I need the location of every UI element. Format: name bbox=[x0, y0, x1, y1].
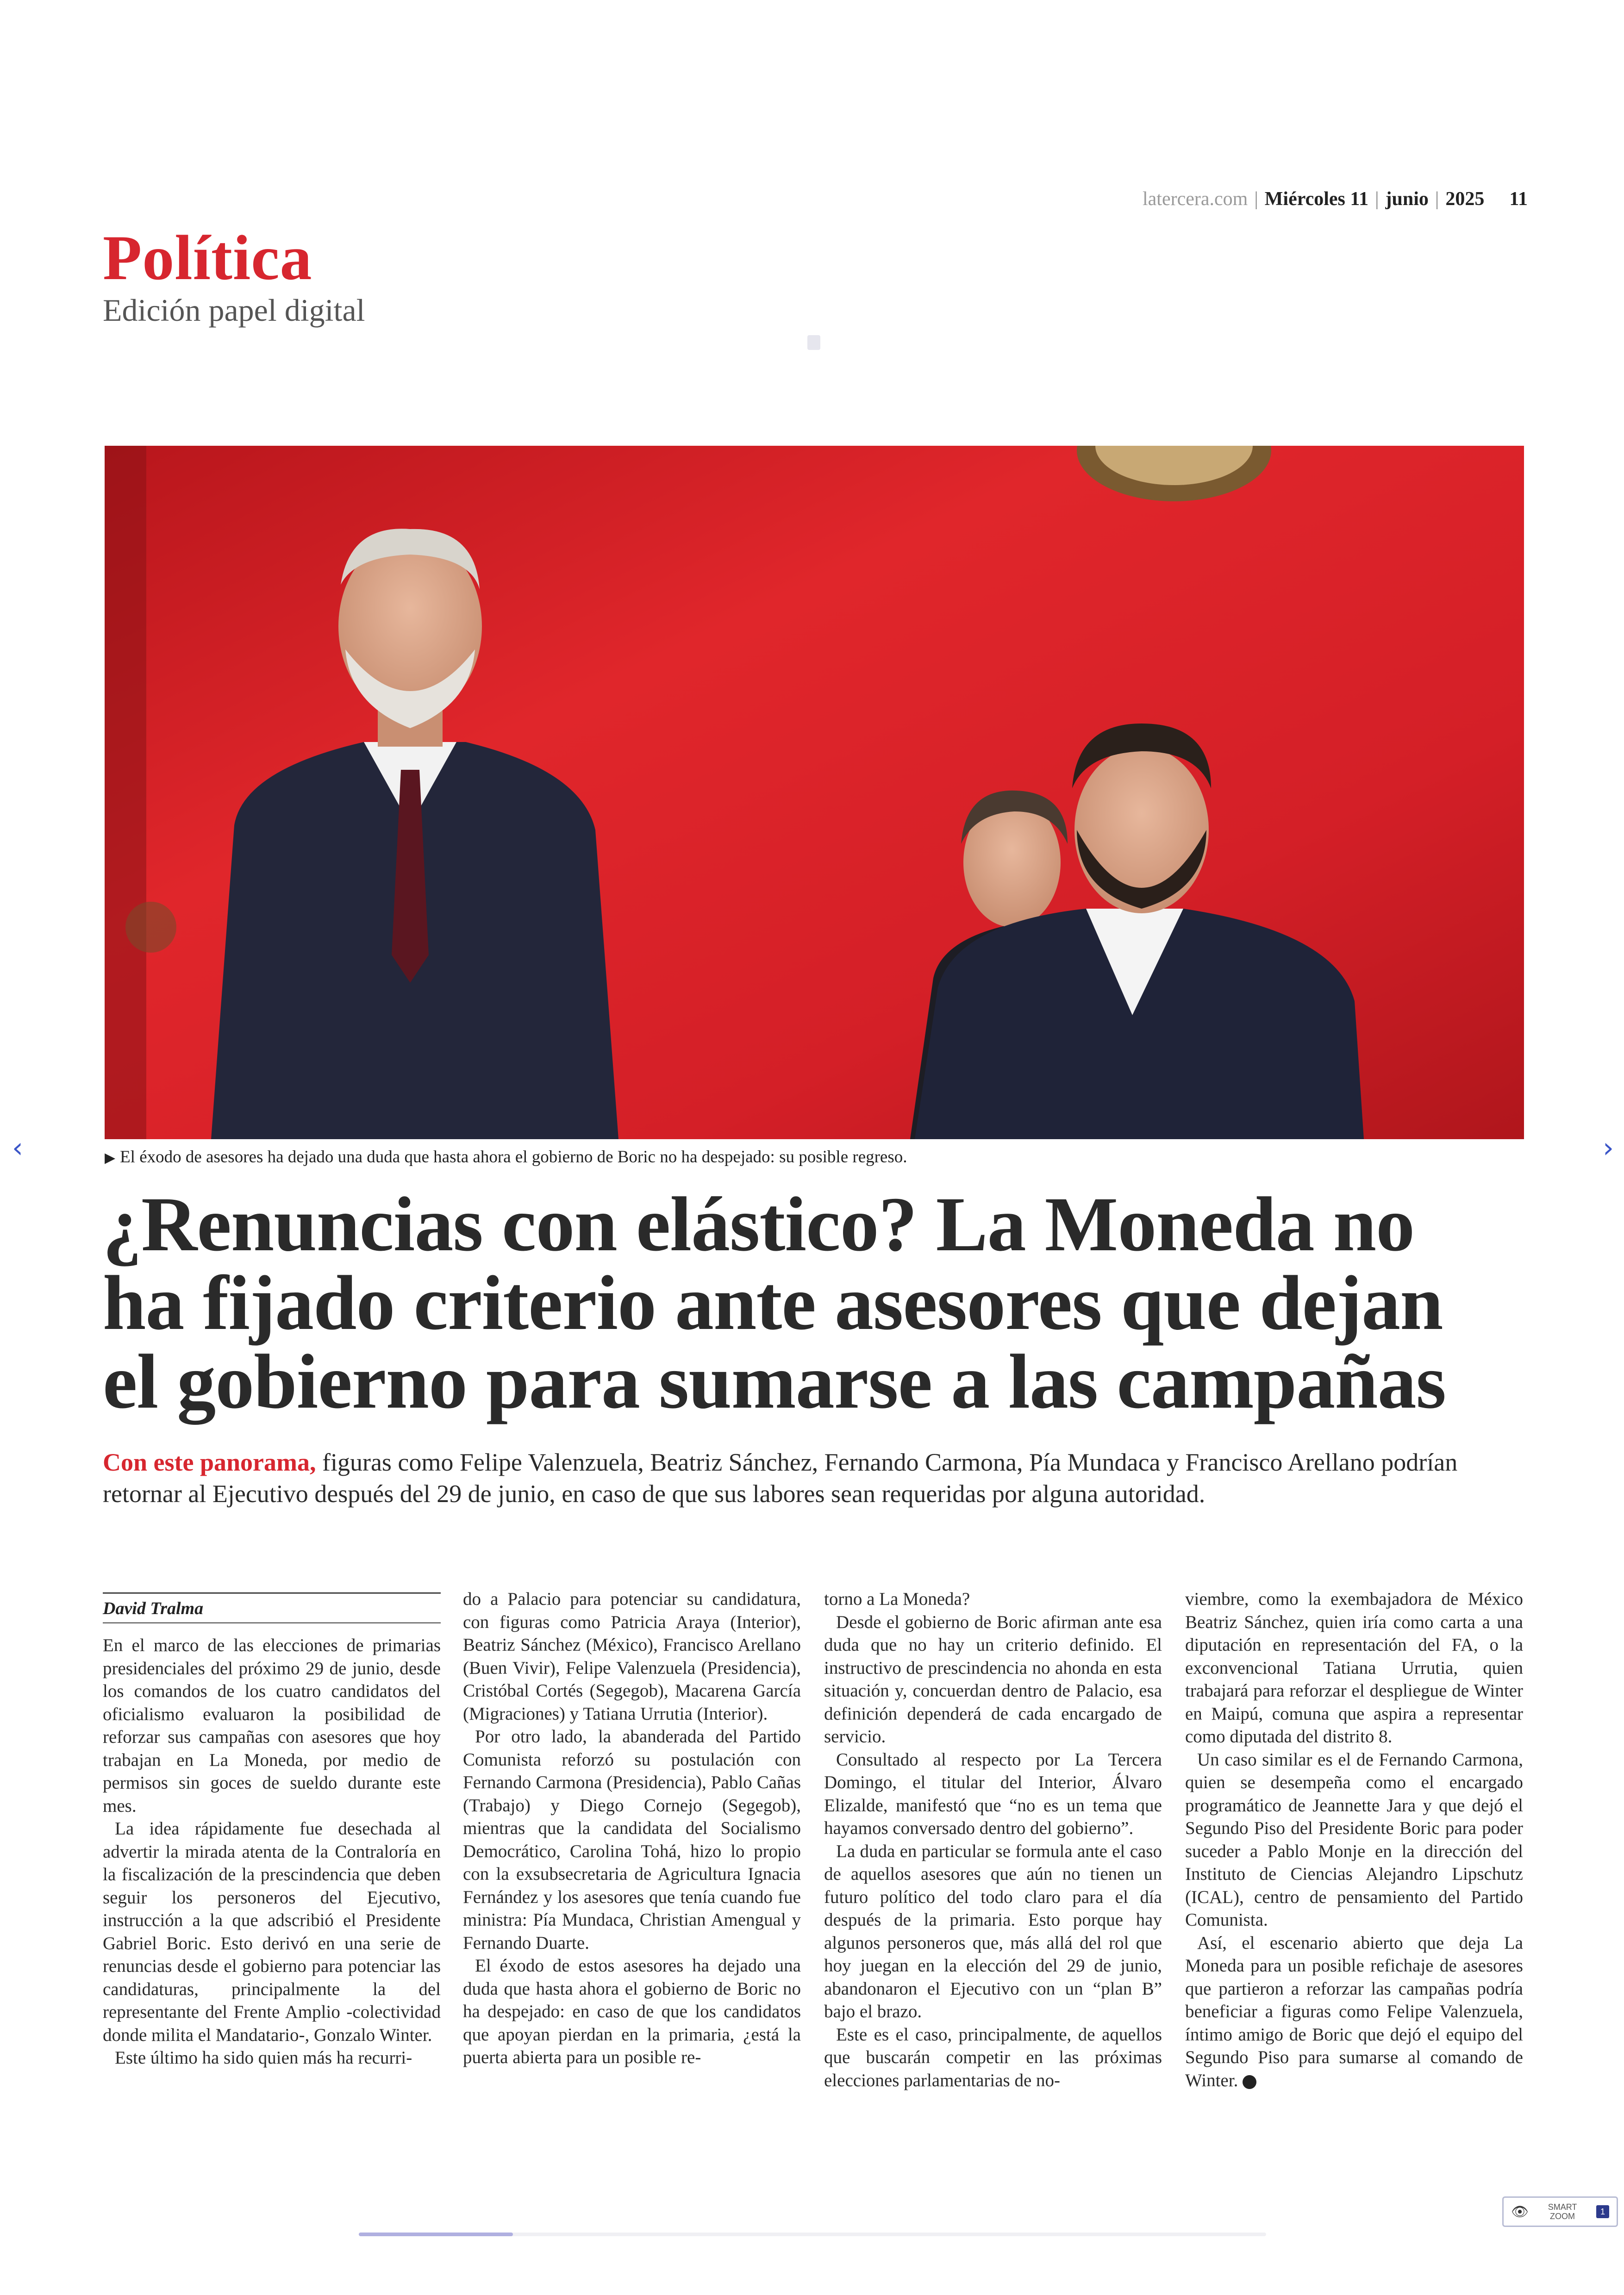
body-paragraph: Consultado al respecto por La Tercera Domingo, el titular del Interior, Álvaro Elizalde, manifestó que “no es un tema que hayamos conversado dentro del gobierno”. bbox=[824, 1749, 1162, 1838]
body-paragraph bbox=[1185, 1932, 1523, 2092]
smart-zoom-label: SMART ZOOM bbox=[1548, 2202, 1577, 2221]
body-paragraph: En el marco de las elecciones de primarias presidenciales del próximo 29 de junio, desde los comandos de los cuatro candidatos del oficialismo evaluaron la posibilidad de reforzar sus campañas con asesores que hoy trabajan en La Moneda, por medio de permisos sin goces de sueldo durante este mes. bbox=[103, 1635, 441, 1816]
headline-line: ¿Renuncias con elástico? La Moneda no bbox=[103, 1181, 1415, 1267]
site-name: latercera.com bbox=[1143, 188, 1248, 210]
caption-triangle-icon: ▶ bbox=[105, 1150, 116, 1166]
folio-separator: | bbox=[1375, 188, 1379, 210]
body-paragraph: El éxodo de estos asesores ha dejado una duda que hasta ahora el gobierno de Boric no ha despejado: en caso de que los candidatos que apoyan pierdan en la primaria, ¿está la puerta abierta para un posible re- bbox=[463, 1956, 801, 2067]
body-paragraph: torno a La Moneda? bbox=[824, 1589, 970, 1609]
body-paragraph: viembre, como la exembajadora de México Beatriz Sánchez, quien iría como carta a una diputación en representación del FA, o la exconvencional Tatiana Urrutia, quien trabajará para reforzar el despliegue de Winter en Maipú, comuna que aspira a representar como diputada del distrito 8. bbox=[1185, 1589, 1523, 1746]
body-paragraph: Desde el gobierno de Boric afirman ante esa duda que no hay un criterio definido. El instructivo de prescindencia no ahonda en esta situación y, concuerdan dentro de Palacio, esa definición dependerá de cada encargado de servicio. bbox=[824, 1612, 1162, 1746]
body-paragraph: Este es el caso, principalmente, de aquellos que buscarán competir en las próximas elecciones parlamentarias de no- bbox=[824, 2024, 1162, 2090]
dek-lead: Con este panorama, bbox=[103, 1448, 316, 1476]
page-folio bbox=[1111, 185, 1528, 213]
body-paragraph: do a Palacio para potenciar su candidatura, con figuras como Patricia Araya (Interior), Beatriz Sánchez (México), Francisco Arellano (Buen Vivir), Felipe Valenzuela (Presidencia), Cristóbal Cortés (Segegob), Macarena García (Migraciones) y Tatiana Urrutia (Interior). bbox=[463, 1589, 801, 1724]
body-paragraph: Por otro lado, la abanderada del Partido Comunista reforzó su postulación con Fernando Carmona (Presidencia), Pablo Cañas (Trabajo) y Diego Cornejo (Segegob), mientras que la candidata del Socialismo Democrático, Carolina Tohá, hizo lo propio con la exsubsecretaria de Agricultura Ignacia Fernández y los asesores que tenía cuando fue ministra: Pía Mundaca, Christian Amengual y Fernando Duarte. bbox=[463, 1727, 801, 1953]
next-page-arrow-icon[interactable]: › bbox=[1603, 1132, 1614, 1164]
issue-day: Miércoles 11 bbox=[1264, 188, 1369, 210]
issue-month: junio bbox=[1385, 188, 1429, 210]
byline: David Tralma bbox=[103, 1592, 441, 1623]
body-column-3 bbox=[824, 1588, 1162, 2092]
page-number: 11 bbox=[1509, 188, 1528, 210]
headline-line: ha fijado criterio ante asesores que dejan bbox=[103, 1260, 1443, 1346]
headline-line: el gobierno para sumarse a las campañas bbox=[103, 1339, 1446, 1425]
reading-progress-fill bbox=[359, 2233, 513, 2236]
zoom-indicator: 1 bbox=[1596, 2205, 1609, 2218]
folio-separator: | bbox=[1435, 188, 1439, 210]
body-paragraph: Un caso similar es el de Fernando Carmona, quien se desempeña como el encargado programático de Jeannette Jara y que dejó el Segundo Piso del Presidente Boric para poder suceder a Pablo Monje en la dirección del Instituto de Ciencias Alejandro Lipschutz (ICAL), centro de pensamiento del Partido Comunista. bbox=[1185, 1749, 1523, 1930]
body-paragraph: Este último ha sido quien más ha recurri- bbox=[115, 2048, 412, 2068]
previous-page-arrow-icon[interactable]: ‹ bbox=[12, 1132, 23, 1164]
body-column-4 bbox=[1185, 1588, 1523, 2092]
body-paragraph-text: Así, el escenario abierto que deja La Moneda para un posible refichaje de asesores que partieron a reforzar las campañas podría beneficiar a figuras como Felipe Valenzuela, íntimo amigo de Boric que dejó el equipo del Segundo Piso para sumarse al comando de Winter. bbox=[1185, 1933, 1523, 2090]
photo-caption bbox=[105, 1147, 907, 1167]
eye-icon: 👁 bbox=[1511, 2204, 1529, 2220]
body-paragraph: La duda en particular se formula ante el caso de aquellos asesores que aún no tienen un futuro político del todo claro para el día después de la primaria. Esto porque hay algunos personeros que, más allá del rol que hoy juegan en la elección del 29 de junio, abandonaron el Ejecutivo con un “plan B” bajo el brazo. bbox=[824, 1841, 1162, 2021]
article-dek bbox=[103, 1447, 1529, 1509]
body-paragraph: La idea rápidamente fue desechada al advertir la mirada atenta de la Contraloría en la fiscalización de la prescindencia que deben seguir los personeros del Ejecutivo, instrucción a la que adscribió el Presidente Gabriel Boric. Esto derivó en una serie de renuncias desde el gobierno para potenciar las candidaturas, principalmente la del representante del Frente Amplio -colectividad donde milita el Mandatario-, Gonzalo Winter. bbox=[103, 1819, 441, 2045]
dek-text: figuras como Felipe Valenzuela, Beatriz Sánchez, Fernando Carmona, Pía Mundaca y Francisco Arellano podrían retornar al Ejecutivo después del 29 de junio, en caso de que sus labores sean requeridas por alguna autoridad. bbox=[103, 1448, 1458, 1508]
article-headline bbox=[103, 1181, 1529, 1425]
note-icon[interactable] bbox=[807, 335, 820, 350]
body-column-2 bbox=[463, 1588, 801, 2069]
issue-year: 2025 bbox=[1445, 188, 1485, 210]
body-column-1 bbox=[103, 1634, 441, 2070]
smart-zoom-button[interactable] bbox=[1502, 2196, 1618, 2227]
article-photo bbox=[105, 446, 1524, 1139]
section-title: Política bbox=[103, 222, 312, 293]
caption-text: El éxodo de asesores ha dejado una duda que hasta ahora el gobierno de Boric no ha despejado: su posible regreso. bbox=[120, 1148, 907, 1166]
end-of-article-bullet-icon bbox=[1243, 2075, 1256, 2089]
edition-label: Edición papel digital bbox=[103, 293, 365, 328]
folio-separator: | bbox=[1254, 188, 1258, 210]
